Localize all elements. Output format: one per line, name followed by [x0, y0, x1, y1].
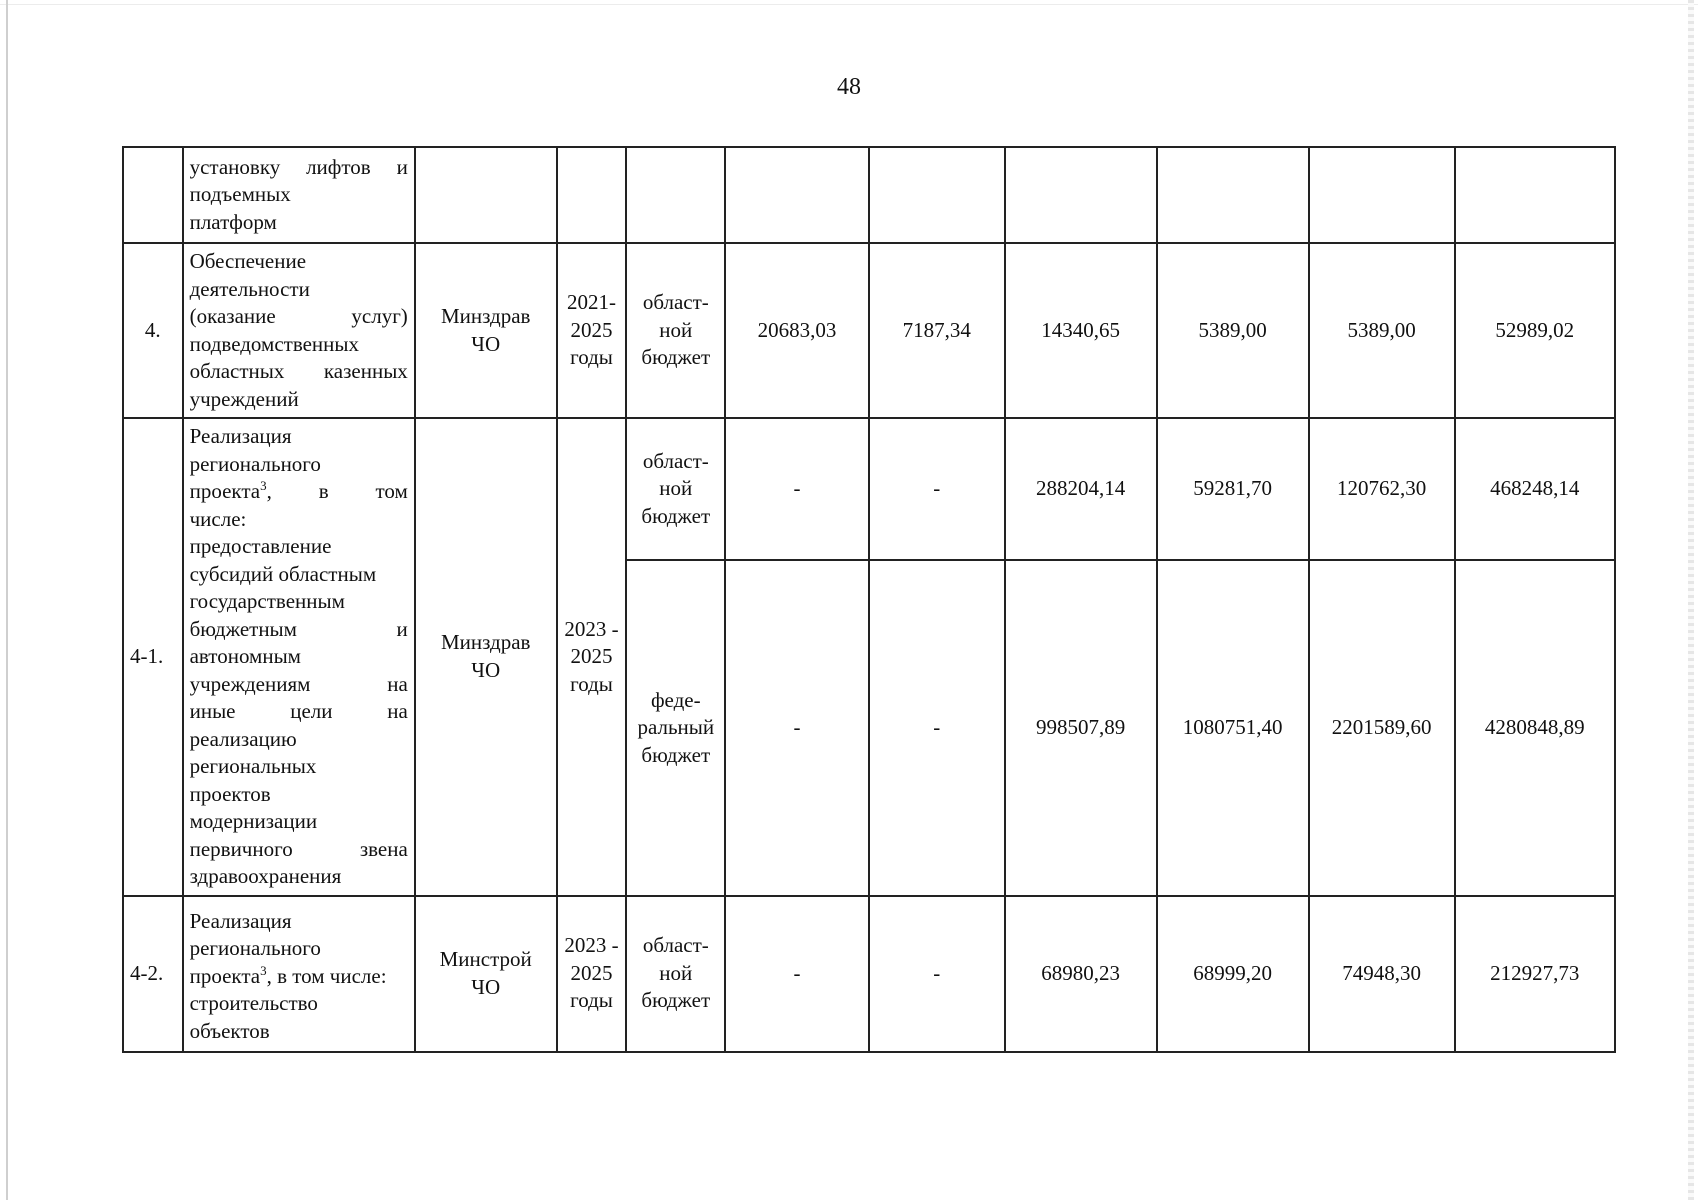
period-cell: 2021- 2025 годы — [557, 243, 627, 418]
value-cell — [869, 147, 1005, 243]
value-cell — [1455, 147, 1615, 243]
scan-edge-top — [0, 4, 1698, 5]
source-cell: феде- ральный бюджет — [626, 560, 725, 895]
value-cell: 7187,34 — [869, 243, 1005, 418]
measure-name: Обеспечение деятельности (оказание услуг) подведомственных областных казенных учреждений — [183, 243, 415, 418]
value-cell — [725, 147, 869, 243]
row-number: 4-2. — [123, 896, 183, 1052]
value-cell: - — [869, 560, 1005, 895]
executor-cell — [415, 147, 557, 243]
value-cell: 74948,30 — [1309, 896, 1455, 1052]
period-cell: 2023 - 2025 годы — [557, 896, 627, 1052]
value-cell: - — [725, 560, 869, 895]
value-cell: 5389,00 — [1157, 243, 1309, 418]
row-number: 4. — [123, 243, 183, 418]
table-row — [123, 896, 1615, 1052]
value-cell: 5389,00 — [1309, 243, 1455, 418]
value-cell: 288204,14 — [1005, 418, 1157, 560]
measure-name: установку лифтов и подъемных платформ — [183, 147, 415, 243]
value-cell: 59281,70 — [1157, 418, 1309, 560]
value-cell — [1309, 147, 1455, 243]
value-cell: 1080751,40 — [1157, 560, 1309, 895]
executor-cell: Минздрав ЧО — [415, 243, 557, 418]
source-cell: област- ной бюджет — [626, 896, 725, 1052]
value-cell: 212927,73 — [1455, 896, 1615, 1052]
row-number: 4-1. — [123, 418, 183, 896]
value-cell: 2201589,60 — [1309, 560, 1455, 895]
value-cell: 4280848,89 — [1455, 560, 1615, 895]
table-row — [123, 243, 1615, 418]
value-cell: 20683,03 — [725, 243, 869, 418]
value-cell — [1157, 147, 1309, 243]
executor-cell: Минздрав ЧО — [415, 418, 557, 896]
scan-edge-right — [1688, 0, 1694, 1200]
page-number: 48 — [837, 74, 861, 100]
period-cell: 2023 - 2025 годы — [557, 418, 627, 896]
period-cell — [557, 147, 627, 243]
value-cell: - — [725, 418, 869, 560]
source-cell — [626, 147, 725, 243]
value-cell: - — [869, 418, 1005, 560]
measure-name: Реализация регионального проекта$^3$, в том числе: строительство объектов — [183, 896, 415, 1052]
value-cell: 68999,20 — [1157, 896, 1309, 1052]
value-cell: 998507,89 — [1005, 560, 1157, 895]
value-cell: 68980,23 — [1005, 896, 1157, 1052]
source-cell: област- ной бюджет — [626, 243, 725, 418]
scan-edge-left — [6, 0, 8, 1200]
value-cell: 52989,02 — [1455, 243, 1615, 418]
table-row — [123, 147, 1615, 243]
row-number — [123, 147, 183, 243]
source-cell: област- ной бюджет — [626, 418, 725, 560]
measure-name: Реализация регионального проекта$^3$, в том числе: предоставление субсидий областным государственным бюджетным и автономным учреждениям на иные цели на реализацию региональных проектов модернизации первичного звена здравоохранения — [183, 418, 415, 896]
value-cell: 468248,14 — [1455, 418, 1615, 560]
value-cell: 14340,65 — [1005, 243, 1157, 418]
budget-table — [122, 146, 1616, 1053]
value-cell: - — [869, 896, 1005, 1052]
table-row — [123, 418, 1615, 560]
value-cell — [1005, 147, 1157, 243]
value-cell: - — [725, 896, 869, 1052]
value-cell: 120762,30 — [1309, 418, 1455, 560]
executor-cell: Минстрой ЧО — [415, 896, 557, 1052]
